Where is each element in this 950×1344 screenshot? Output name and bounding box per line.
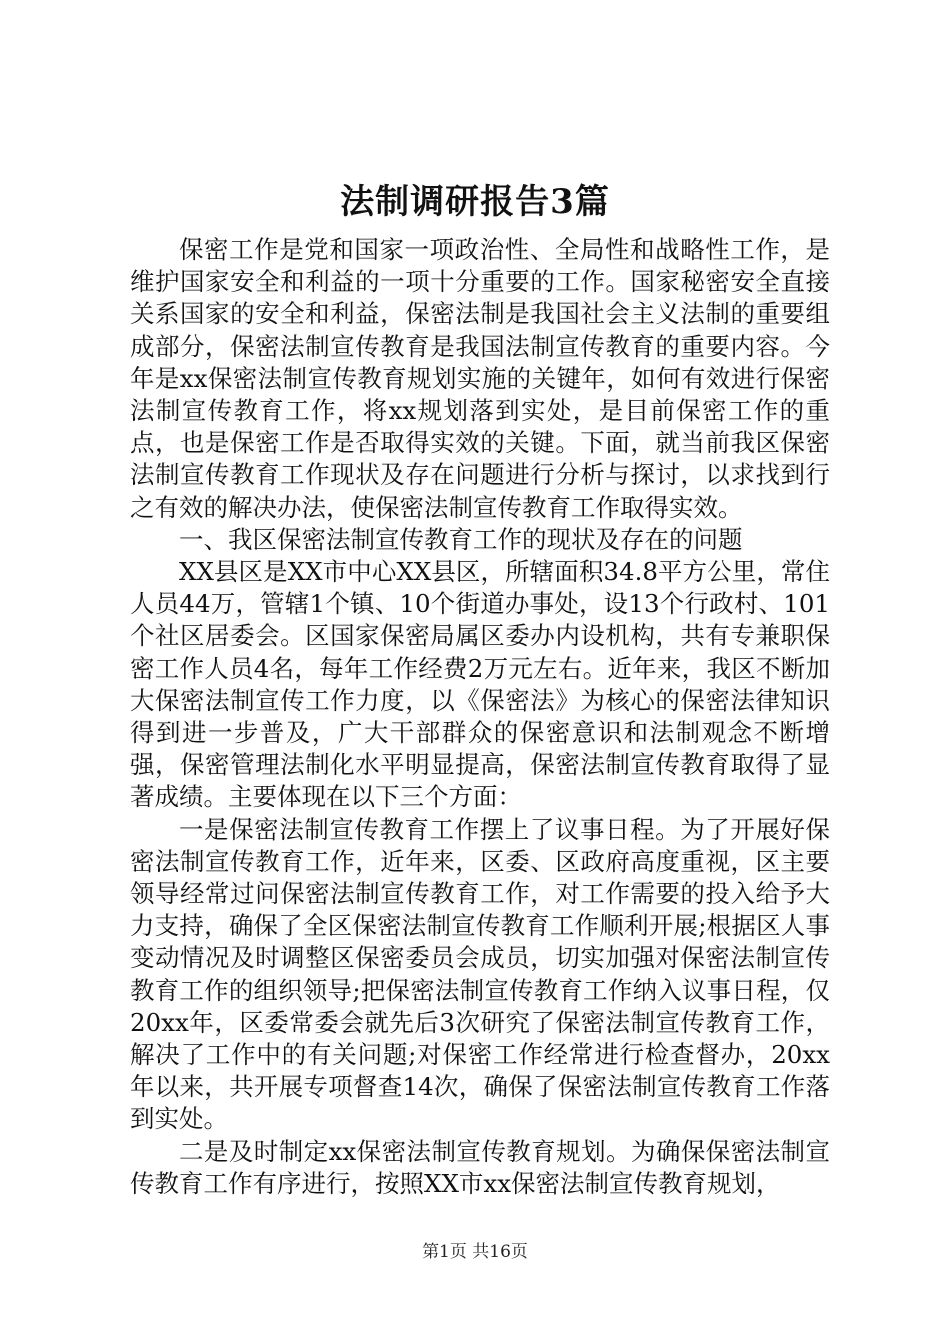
paragraph-point-1: 一是保密法制宣传教育工作摆上了议事日程。为了开展好保密法制宣传教育工作，近年来，区委、区政府高度重视，区主要领导经常过问保密法制宣传教育工作，对工作需要的投入给予大力支持，确保了全区保密法制宣传教育工作顺利开展;根据区人事变动情况及时调整区保密委员会成员，切实加强对保密法制宣传教育工作的组织领导;把保密法制宣传教育工作纳入议事日程，仅20xx年，区委常委会就先后3次研究了保密法制宣传教育工作，解决了工作中的有关问题;对保密工作经常进行检查督办，20xx年以来，共开展专项督查14次，确保了保密法制宣传教育工作落到实处。: [130, 814, 830, 1134]
document-body: [130, 234, 830, 1200]
section-heading-1: 一、我区保密法制宣传教育工作的现状及存在的问题: [179, 524, 743, 554]
paragraph-overview: XX县区是XX市中心XX县区，所辖面积34.8平方公里，常住人员44万，管辖1个镇、10个街道办事处，设13个行政村、101个社区居委会。区国家保密局属区委办内设机构，共有专兼职保密工作人员4名，每年工作经费2万元左右。近年来，我区不断加大保密法制宣传工作力度，以《保密法》为核心的保密法律知识得到进一步普及，广大干部群众的保密意识和法制观念不断增强，保密管理法制化水平明显提高，保密法制宣传教育取得了显著成绩。主要体现在以下三个方面：: [130, 557, 830, 812]
paragraph-intro: 保密工作是党和国家一项政治性、全局性和战略性工作，是维护国家安全和利益的一项十分重要的工作。国家秘密安全直接关系国家的安全和利益，保密法制是我国社会主义法制的重要组成部分，保密法制宣传教育是我国法制宣传教育的重要内容。今年是xx保密法制宣传教育规划实施的关键年，如何有效进行保密法制宣传教育工作，将xx规划落到实处，是目前保密工作的重点，也是保密工作是否取得实效的关键。下面，就当前我区保密法制宣传教育工作现状及存在问题进行分析与探讨，以求找到行之有效的解决办法，使保密法制宣传教育工作取得实效。: [130, 235, 830, 522]
page-footer: 第1页 共16页: [422, 1242, 528, 1262]
document-title: 法制调研报告3篇: [340, 182, 610, 222]
paragraph-point-2: 二是及时制定xx保密法制宣传教育规划。为确保保密法制宣传教育工作有序进行，按照XX市xx保密法制宣传教育规划，: [130, 1136, 830, 1198]
